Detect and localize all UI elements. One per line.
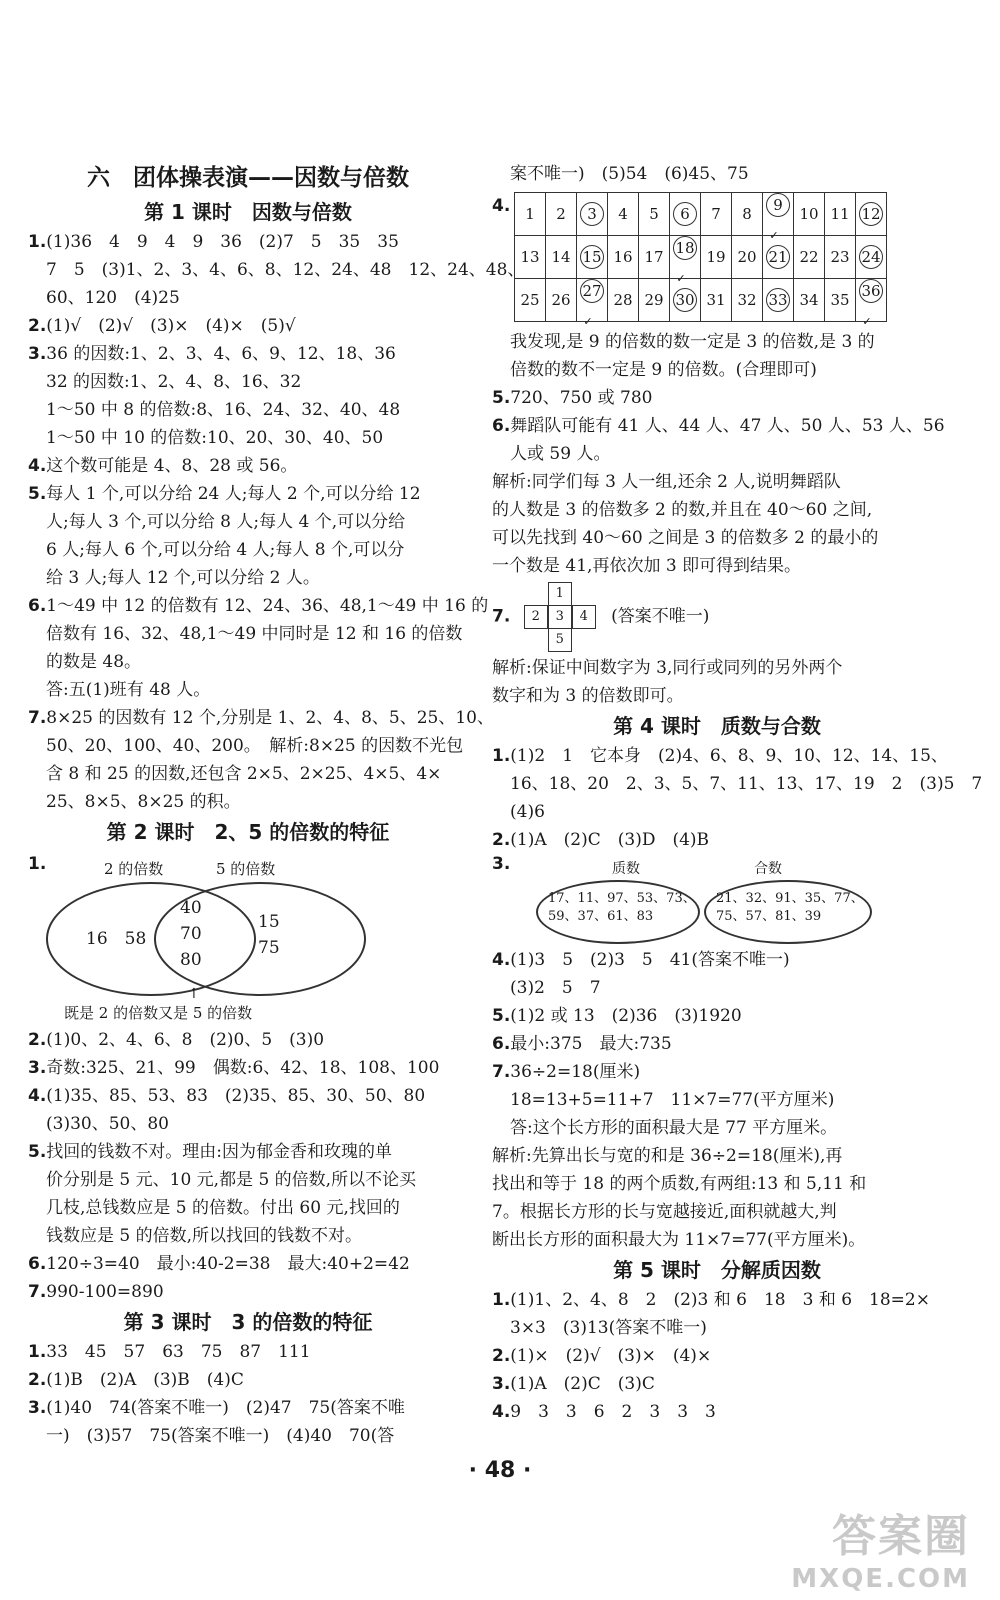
answer-line <box>492 1114 942 1142</box>
grid-number: 7 <box>711 205 721 223</box>
cross-top: 1 <box>548 582 572 606</box>
grid-number: 31 <box>706 291 726 309</box>
circled-number: 36 <box>859 279 883 303</box>
answer-text: 3×3 (3)13(答案不唯一) <box>510 1318 707 1338</box>
answer-text: (1)36 4 9 4 9 36 (2)7 5 35 35 <box>46 232 399 252</box>
grid-cell <box>577 236 608 279</box>
grid-cell <box>856 236 887 279</box>
answer-text: (1)A (2)C (3)D (4)B <box>510 830 710 850</box>
number-grid <box>514 192 887 328</box>
question-number: 1. <box>492 746 511 766</box>
cross-bottom: 5 <box>548 628 572 652</box>
composite-items-1: 21、32、91、35、77、 <box>716 891 864 906</box>
answer-text: (1)B (2)A (3)B (4)C <box>46 1370 244 1390</box>
grid-number: 22 <box>799 248 819 266</box>
question-number: 2. <box>28 316 47 336</box>
answer-text: (1)35、85、53、83 (2)35、85、30、50、80 <box>46 1086 426 1106</box>
venn-label-left: 2 的倍数 <box>104 860 164 878</box>
grid-cell <box>732 193 763 236</box>
grid-row <box>515 279 887 322</box>
venn-right-only-2: 75 <box>258 938 280 958</box>
grid-cell <box>825 193 856 236</box>
answer-text: 36÷2=18(厘米) <box>510 1062 641 1082</box>
grid-cell <box>546 236 577 279</box>
answer-line <box>28 1110 468 1138</box>
answer-text: 这个数可能是 4、8、28 或 56。 <box>46 456 298 476</box>
answer-line <box>28 1278 468 1306</box>
analysis-line <box>492 552 942 580</box>
question-number: 4. <box>492 196 511 216</box>
analysis-6 <box>492 468 942 580</box>
answer-line <box>28 284 468 312</box>
answer-text: 答:这个长方形的面积最大是 77 平方厘米。 <box>510 1118 838 1138</box>
analysis-line <box>492 682 942 710</box>
sets-diagram <box>492 854 942 946</box>
lesson-5-title: 第 5 课时 分解质因数 <box>613 1258 821 1282</box>
answer-line <box>28 480 468 508</box>
analysis-text: 一个数是 41,再依次加 3 即可得到结果。 <box>492 556 802 576</box>
analysis-line <box>492 1226 942 1254</box>
answer-line <box>28 704 494 732</box>
analysis-text: 解析:先算出长与宽的和是 36÷2=18(厘米),再 <box>492 1146 843 1166</box>
answer-line <box>28 340 468 368</box>
answer-text: (1)√ (2)√ (3)× (4)× (5)√ <box>46 316 296 336</box>
venn-diagram <box>28 854 468 1024</box>
answer-line <box>28 368 468 396</box>
answer-line <box>28 648 468 676</box>
question-number: 6. <box>492 1034 511 1054</box>
answer-line <box>28 592 489 620</box>
answer-line <box>492 1058 942 1086</box>
question-number: 2. <box>28 1370 47 1390</box>
answer-line <box>492 770 983 798</box>
question-number: 7. <box>492 606 511 627</box>
analysis-text: 数字和为 3 的倍数即可。 <box>492 686 684 706</box>
answer-text: 720、750 或 780 <box>510 388 653 408</box>
grid-number: 28 <box>613 291 633 309</box>
check-mark-icon: ✓ <box>862 315 872 328</box>
answer-line <box>492 1030 942 1058</box>
answer-line <box>28 620 468 648</box>
answer-text: 7 5 (3)1、2、3、4、6、8、12、24、48 12、24、48、 <box>46 260 525 280</box>
grid-number: 34 <box>799 291 819 309</box>
answer-line <box>492 1342 942 1370</box>
composite-label: 合数 <box>754 861 782 877</box>
answer-text: 钱数应是 5 的倍数,所以找回的钱数不对。 <box>46 1226 363 1246</box>
grid-cell <box>794 236 825 279</box>
answer-line <box>28 1194 468 1222</box>
answer-text: 1～49 中 12 的倍数有 12、24、36、48,1～49 中 16 的 <box>46 596 489 616</box>
analysis-line <box>492 1142 942 1170</box>
lesson-1-title: 第 1 课时 因数与倍数 <box>144 200 352 224</box>
grid-cell <box>639 193 670 236</box>
grid-cell <box>608 193 639 236</box>
grid-number: 35 <box>830 291 850 309</box>
question-number: 4. <box>28 1086 47 1106</box>
answer-text: 1～50 中 10 的倍数:10、20、30、40、50 <box>46 428 384 448</box>
grid-cell <box>701 193 732 236</box>
right-column <box>492 160 983 1426</box>
cross-figure <box>516 582 606 652</box>
grid-cell <box>639 279 670 322</box>
answer-text: 人;每人 3 个,可以分给 8 人;每人 4 个,可以分给 <box>46 512 406 532</box>
answer-line <box>492 412 945 440</box>
answer-text: 25、8×5、8×25 的积。 <box>46 792 241 812</box>
grid-cell <box>515 236 546 279</box>
continued-line: 案不唯一) (5)54 (6)45、75 <box>510 164 749 184</box>
watermark <box>791 1500 970 1594</box>
circled-number: 33 <box>766 288 790 312</box>
answer-line <box>28 396 468 424</box>
lesson-5-answers <box>492 1286 942 1426</box>
analysis-text: 的人数是 3 的倍数多 2 的数,并且在 40～60 之间, <box>492 500 873 520</box>
answer-text: 答:五(1)班有 48 人。 <box>46 680 211 700</box>
grid-number: 19 <box>706 248 726 266</box>
answer-line <box>28 732 468 760</box>
analysis-line <box>492 524 942 552</box>
answer-line <box>492 440 942 468</box>
analysis-7 <box>492 654 942 710</box>
answer-text: (4)6 <box>510 802 545 822</box>
answer-text: 每人 1 个,可以分给 24 人;每人 2 个,可以分给 12 <box>46 484 421 504</box>
question-number: 4. <box>28 456 47 476</box>
answer-text: 人或 59 人。 <box>510 444 611 464</box>
grid-number: 13 <box>520 248 540 266</box>
answer-text: (1)1、2、4、8 2 (2)3 和 6 18 3 和 6 18=2× <box>510 1290 930 1310</box>
grid-number: 2 <box>556 205 566 223</box>
answer-text: 的数是 48。 <box>46 652 142 672</box>
grid-row <box>515 193 887 236</box>
left-column <box>28 160 525 1450</box>
grid-cell <box>639 236 670 279</box>
answer-text: 给 3 人;每人 12 个,可以分给 2 人。 <box>46 568 320 588</box>
venn-left-only: 16 58 <box>86 929 147 949</box>
answer-line <box>28 508 468 536</box>
answer-line <box>492 1398 942 1426</box>
lesson-3-title: 第 3 课时 3 的倍数的特征 <box>123 1310 373 1334</box>
grid-cell <box>546 279 577 322</box>
analysis-text: 7。根据长方形的长与宽越接近,面积就越大,判 <box>492 1202 837 1222</box>
question-number: 6. <box>28 1254 47 1274</box>
grid-cell <box>670 193 701 236</box>
lesson-3-answers <box>28 1338 468 1450</box>
analysis-text: 可以先找到 40～60 之间是 3 的倍数多 2 的最小的 <box>492 528 879 548</box>
question-number: 5. <box>492 1006 511 1026</box>
answer-line <box>28 1250 468 1278</box>
answer-text: 几枝,总钱数应是 5 的倍数。付出 60 元,找回的 <box>46 1198 400 1218</box>
lesson-4-title: 第 4 课时 质数与合数 <box>613 714 821 738</box>
answer-text: 倍数有 16、32、48,1～49 中同时是 12 和 16 的倍数 <box>46 624 463 644</box>
grid-cell <box>577 279 608 328</box>
analysis-line <box>492 496 942 524</box>
question-number: 3. <box>28 1058 47 1078</box>
grid-cell <box>763 193 794 242</box>
number-grid-block <box>492 192 942 328</box>
grid-cell <box>608 279 639 322</box>
answer-line <box>28 1082 468 1110</box>
answer-text: 6 人;每人 6 个,可以分给 4 人;每人 8 个,可以分 <box>46 540 405 560</box>
prime-items-2: 59、37、61、83 <box>548 909 654 924</box>
grid-cell <box>856 279 887 328</box>
question-number: 1. <box>28 1342 47 1362</box>
grid-number: 17 <box>644 248 664 266</box>
grid-cell <box>701 236 732 279</box>
answer-line <box>28 312 468 340</box>
answer-line <box>28 1222 468 1250</box>
lesson-2-answers <box>28 1026 468 1306</box>
answer-line <box>28 1366 468 1394</box>
answer-text: (1)40 74(答案不唯一) (2)47 75(答案不唯 <box>46 1398 405 1418</box>
answer-line <box>28 1338 468 1366</box>
question-number: 2. <box>492 1346 511 1366</box>
question-number: 5. <box>28 1142 47 1162</box>
answer-line <box>28 1422 468 1450</box>
cross-note: (答案不唯一) <box>611 606 710 627</box>
answer-text: 50、20、100、40、200。 解析:8×25 的因数不光包 <box>46 736 464 756</box>
grid-cell <box>856 193 887 236</box>
grid-number: 29 <box>644 291 664 309</box>
question-number: 2. <box>492 830 511 850</box>
grid-number: 16 <box>613 248 633 266</box>
analysis-lesson-4 <box>492 1142 942 1254</box>
question-number: 3. <box>28 1398 47 1418</box>
answer-line <box>28 424 468 452</box>
question-number: 5. <box>492 388 511 408</box>
question-number: 4. <box>492 1402 511 1422</box>
answer-line <box>28 1054 468 1082</box>
grid-number: 5 <box>649 205 659 223</box>
question-number: 7. <box>492 1062 511 1082</box>
grid-number: 32 <box>737 291 757 309</box>
answer-text: 1～50 中 8 的倍数:8、16、24、32、40、48 <box>46 400 401 420</box>
grid-cell <box>732 236 763 279</box>
analysis-line <box>492 1198 942 1226</box>
question-number: 2. <box>28 1030 47 1050</box>
analysis-line <box>492 654 942 682</box>
answer-line <box>28 452 468 480</box>
grid-cell <box>825 279 856 322</box>
answer-line <box>492 1086 942 1114</box>
grid-number: 25 <box>520 291 540 309</box>
question-number: 3. <box>492 854 511 874</box>
answer-text: (1)2 或 13 (2)36 (3)1920 <box>510 1006 742 1026</box>
arrow-up-icon: ↑ <box>188 986 200 1002</box>
grid-cell <box>515 279 546 322</box>
circled-number: 24 <box>859 245 883 269</box>
lesson-4-answers-a <box>492 742 983 854</box>
grid-findings <box>492 328 945 468</box>
answer-text: 60、120 (4)25 <box>46 288 180 308</box>
answer-line <box>492 742 948 770</box>
question-number: 1. <box>492 1290 511 1310</box>
grid-cell <box>794 279 825 322</box>
analysis-text: 找出和等于 18 的两个质数,有两组:13 和 5,11 和 <box>492 1174 867 1194</box>
answer-line <box>492 946 942 974</box>
cross-right: 4 <box>572 605 596 629</box>
grid-cell <box>608 236 639 279</box>
lesson-2-title: 第 2 课时 2、5 的倍数的特征 <box>106 820 390 844</box>
answer-text: 9 3 3 6 2 3 3 3 <box>510 1402 716 1422</box>
grid-cell <box>763 279 794 322</box>
answer-text: 一) (3)57 75(答案不唯一) (4)40 70(答 <box>46 1426 395 1446</box>
answer-line <box>492 1286 942 1314</box>
chapter-title: 六 团体操表演——因数与倍数 <box>87 165 409 191</box>
circled-number: 30 <box>673 288 697 312</box>
answer-text: (1)A (2)C (3)C <box>510 1374 655 1394</box>
grid-number: 10 <box>799 205 819 223</box>
grid-number: 20 <box>737 248 757 266</box>
question-number: 1. <box>28 232 47 252</box>
question-number: 4. <box>492 950 511 970</box>
grid-cell <box>577 193 608 236</box>
answer-line <box>492 328 942 356</box>
answer-text: 120÷3=40 最小:40-2=38 最大:40+2=42 <box>46 1254 410 1274</box>
question-number: 3. <box>28 344 47 364</box>
answer-text: (1)2 1 它本身 (2)4、6、8、9、10、12、14、15、 <box>510 746 948 766</box>
answer-line <box>492 356 942 384</box>
prime-items-1: 17、11、97、53、73、 <box>548 891 696 906</box>
question-number: 5. <box>28 484 47 504</box>
answer-text: (1)3 5 (2)3 5 41(答案不唯一) <box>510 950 790 970</box>
grid-cell <box>670 236 701 285</box>
grid-row <box>515 236 887 279</box>
watermark-url: MXQE.COM <box>791 1564 970 1594</box>
grid-number: 4 <box>618 205 628 223</box>
venn-both-2: 70 <box>180 924 202 944</box>
answer-line <box>492 384 942 412</box>
analysis-line <box>492 1170 942 1198</box>
grid-number: 26 <box>551 291 571 309</box>
watermark-logo: 答案圈 <box>832 1511 970 1562</box>
answer-line <box>492 1370 942 1398</box>
answer-text: 倍数的数不一定是 9 的倍数。(合理即可) <box>510 360 817 380</box>
composite-items-2: 75、57、81、39 <box>716 909 822 924</box>
circled-number: 21 <box>766 245 790 269</box>
answer-text: 舞蹈队可能有 41 人、44 人、47 人、50 人、53 人、56 <box>510 416 945 436</box>
cross-left: 2 <box>524 605 548 629</box>
venn-right-only-1: 15 <box>258 912 280 932</box>
answer-text: 18=13+5=11+7 11×7=77(平方厘米) <box>510 1090 835 1110</box>
answer-text: (3)30、50、80 <box>46 1114 169 1134</box>
answer-text: 含 8 和 25 的因数,还包含 2×5、2×25、4×5、4× <box>46 764 442 784</box>
answer-text: 16、18、20 2、3、5、7、11、13、17、19 2 (3)5 7 <box>510 774 983 794</box>
grid-cell <box>515 193 546 236</box>
answer-text: 价分别是 5 元、10 元,都是 5 的倍数,所以不论买 <box>46 1170 417 1190</box>
grid-cell <box>794 193 825 236</box>
circled-number: 12 <box>859 202 883 226</box>
answer-text: 找回的钱数不对。理由:因为郁金香和玫瑰的单 <box>46 1142 393 1162</box>
answer-line <box>492 974 942 1002</box>
grid-number: 11 <box>830 205 850 223</box>
circled-number: 6 <box>673 202 697 226</box>
venn-both-1: 40 <box>180 898 202 918</box>
circled-number: 27 <box>580 279 604 303</box>
answer-line <box>28 1026 468 1054</box>
answer-line <box>492 1002 942 1030</box>
question-number: 7. <box>28 1282 47 1302</box>
analysis-text: 解析:同学们每 3 人一组,还余 2 人,说明舞蹈队 <box>492 472 841 492</box>
venn-label-right: 5 的倍数 <box>216 860 276 878</box>
answer-line <box>492 798 942 826</box>
answer-line <box>28 788 468 816</box>
answer-line <box>28 228 468 256</box>
answer-line <box>28 1394 468 1422</box>
check-mark-icon: ✓ <box>583 315 593 328</box>
grid-number: 1 <box>525 205 535 223</box>
answer-text: 我发现,是 9 的倍数的数一定是 3 的倍数,是 3 的 <box>510 332 875 352</box>
lesson-4-answers-b <box>492 946 942 1142</box>
answer-line <box>28 536 468 564</box>
venn-both-3: 80 <box>180 950 202 970</box>
answer-line <box>28 760 468 788</box>
cross-center: 3 <box>548 605 572 629</box>
analysis-text: 断出长方形的面积最大为 11×7=77(平方厘米)。 <box>492 1230 866 1250</box>
question-number: 1. <box>28 854 47 874</box>
check-mark-icon: ✓ <box>676 272 686 285</box>
question-number: 6. <box>28 596 47 616</box>
answer-line <box>28 1166 468 1194</box>
answer-line <box>28 564 468 592</box>
check-mark-icon: ✓ <box>769 229 779 242</box>
grid-cell <box>732 279 763 322</box>
page-number: · 48 · <box>468 1458 532 1483</box>
answer-line <box>28 1138 468 1166</box>
answer-text: 最小:375 最大:735 <box>510 1034 672 1054</box>
answer-line <box>28 676 468 704</box>
answer-text: (3)2 5 7 <box>510 978 601 998</box>
answer-line <box>28 256 525 284</box>
answer-text: 奇数:325、21、99 偶数:6、42、18、108、100 <box>46 1058 440 1078</box>
answer-text: 33 45 57 63 75 87 111 <box>46 1342 311 1362</box>
question-number: 3. <box>492 1374 511 1394</box>
answer-text: 8×25 的因数有 12 个,分别是 1、2、4、8、5、25、10、 <box>46 708 494 728</box>
lesson-1-answers <box>28 228 525 816</box>
answer-line <box>492 1314 942 1342</box>
grid-number: 23 <box>830 248 850 266</box>
question-number: 7. <box>28 708 47 728</box>
answer-text: 36 的因数:1、2、3、4、6、9、12、18、36 <box>46 344 396 364</box>
analysis-line <box>492 468 942 496</box>
answer-text: 32 的因数:1、2、4、8、16、32 <box>46 372 302 392</box>
venn-caption: 既是 2 的倍数又是 5 的倍数 <box>64 1004 253 1022</box>
grid-cell <box>825 236 856 279</box>
grid-cell <box>546 193 577 236</box>
answer-text: 990-100=890 <box>46 1282 164 1302</box>
answer-text: (1)× (2)√ (3)× (4)× <box>510 1346 712 1366</box>
answer-line <box>492 826 942 854</box>
answer-text: (1)0、2、4、6、8 (2)0、5 (3)0 <box>46 1030 325 1050</box>
grid-number: 14 <box>551 248 571 266</box>
prime-label: 质数 <box>612 861 640 877</box>
cross-block <box>492 582 942 652</box>
question-number: 6. <box>492 416 511 436</box>
grid-cell <box>701 279 732 322</box>
circled-number: 9 <box>766 193 790 217</box>
circled-number: 18 <box>673 236 697 260</box>
circled-number: 3 <box>580 202 604 226</box>
analysis-text: 解析:保证中间数字为 3,同行或同列的另外两个 <box>492 658 843 678</box>
circled-number: 15 <box>580 245 604 269</box>
grid-number: 8 <box>742 205 752 223</box>
